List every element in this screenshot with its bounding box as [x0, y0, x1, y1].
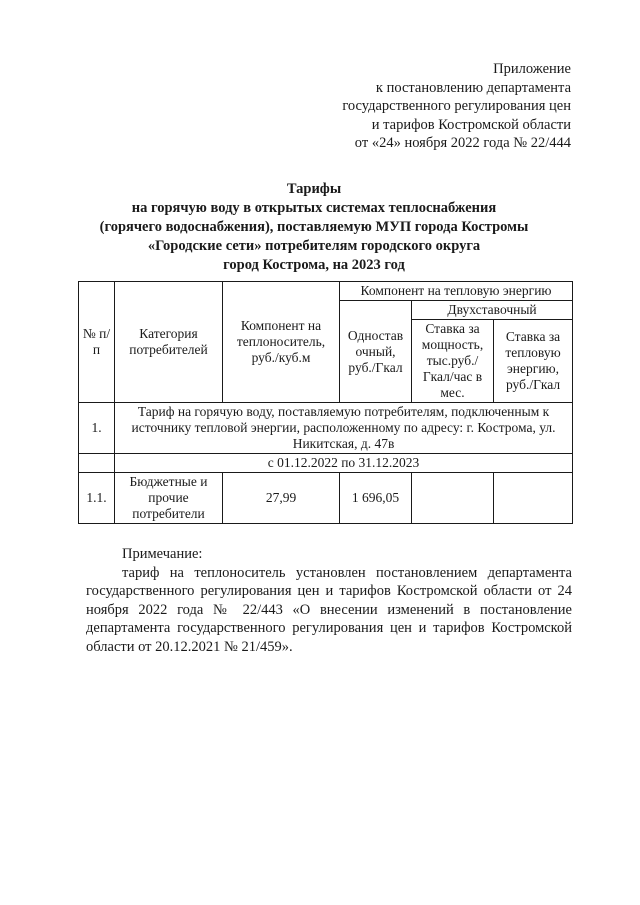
note-heading: Примечание: — [122, 546, 203, 562]
title-line: на горячую воду в открытых системах теплоснабжения — [131, 200, 497, 216]
period-text: с 01.12.2022 по 31.12.2023 — [115, 454, 573, 473]
table-row — [79, 473, 573, 524]
title-line: «Городские сети» потребителям городского округа — [147, 238, 481, 254]
note-block — [86, 545, 572, 656]
row-num: 1.1. — [79, 473, 115, 524]
tariff-table — [78, 281, 573, 524]
header-coolant: Компонент на теплоноситель, руб./куб.м — [223, 282, 340, 403]
row-capacity-rate — [412, 473, 494, 524]
appendix-line: и тарифов Костромской области — [371, 116, 571, 133]
header-heat-component: Компонент на тепловую энергию — [340, 282, 573, 301]
appendix-line: от «24» ноября 2022 года № 22/444 — [354, 135, 571, 151]
section-num: 1. — [79, 403, 115, 454]
appendix-line: к постановлению департамента — [375, 79, 571, 96]
row-energy-rate — [494, 473, 573, 524]
header-num: № п/п — [79, 282, 115, 403]
row-single-rate: 1 696,05 — [340, 473, 412, 524]
header-capacity-rate: Ставка за мощность, тыс.руб./ Гкал/час в мес. — [412, 320, 494, 403]
title-line: Тарифы — [286, 181, 342, 197]
note-text: тариф на теплоноситель установлен постановлением департамента государственного регулирования цен и тарифов Костромской области от 24 ноября 2022 года № 22/443 «О внесении изменений в постановление департамента государственного регулирования цен и тарифов Костромской области от 20.12.2021 № 21/459». — [86, 564, 572, 655]
row-coolant: 27,99 — [223, 473, 340, 524]
row-category: Бюджетные и прочие потребители — [115, 473, 223, 524]
section-text: Тариф на горячую воду, поставляемую потребителям, подключенным к источнику тепловой энергии, расположенному по адресу: г. Кострома, ул. Никитская, д. 47в — [115, 403, 573, 454]
section-row — [79, 403, 573, 454]
period-row — [79, 454, 573, 473]
header-row — [79, 282, 573, 301]
header-category: Категория потребителей — [115, 282, 223, 403]
title-line: (горячего водоснабжения), поставляемую МУП города Костромы — [99, 219, 529, 235]
header-two-rate: Двухставочный — [412, 301, 573, 320]
document-title — [60, 180, 568, 275]
period-spacer — [79, 454, 115, 473]
title-line: город Кострома, на 2023 год — [223, 257, 405, 273]
appendix-line: государственного регулирования цен — [342, 98, 571, 114]
appendix-line: Приложение — [493, 61, 571, 77]
header-energy-rate: Ставка за тепловую энергию, руб./Гкал — [494, 320, 573, 403]
header-single-rate: Одностав очный, руб./Гкал — [340, 301, 412, 403]
appendix-block — [271, 60, 571, 153]
